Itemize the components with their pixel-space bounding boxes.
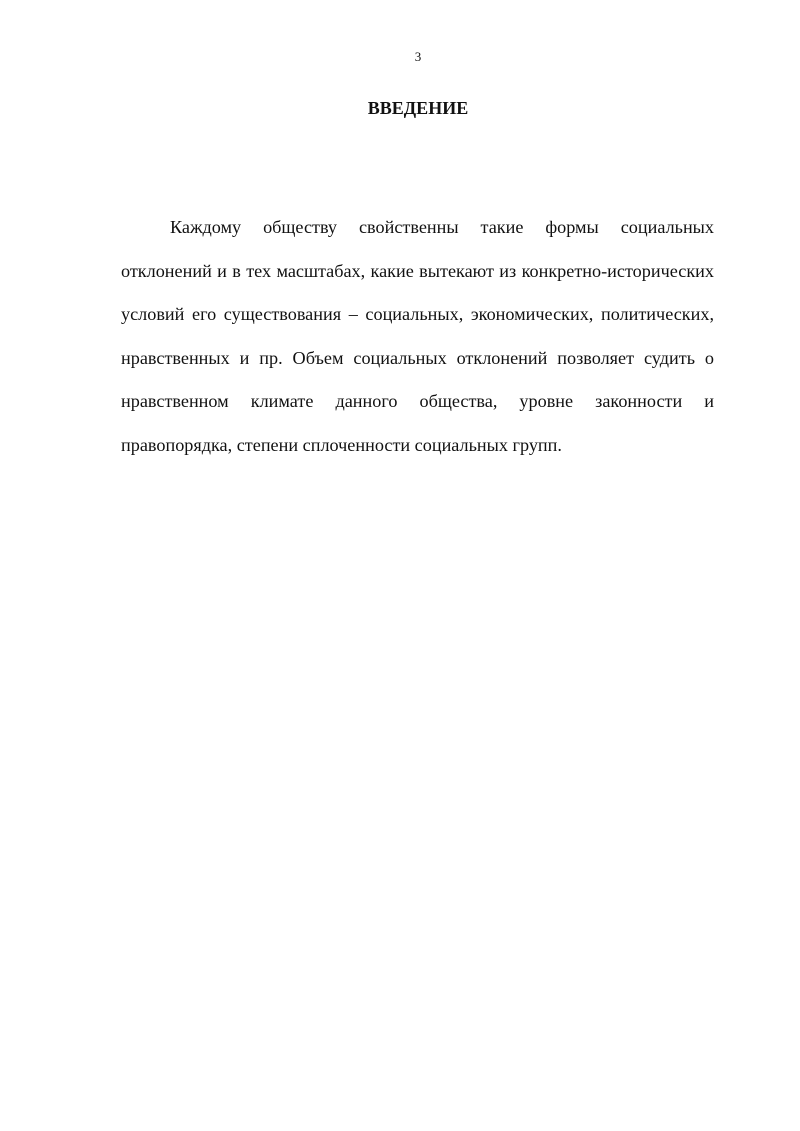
introduction-paragraph: Каждому обществу свойственны такие формы социальных отклонений и в тех масштабах, какие вытекают из конкретно-исторических условий его существования – социальных, экономических, политических, нравственных и пр. Объем социальных отклонений позволяет судить о нравственном климате данного общества, уровне законности и правопорядка, степени сплоченности социальных групп.: [121, 217, 714, 455]
section-heading: ВВЕДЕНИЕ: [367, 98, 469, 118]
page-number: 3: [414, 49, 422, 64]
